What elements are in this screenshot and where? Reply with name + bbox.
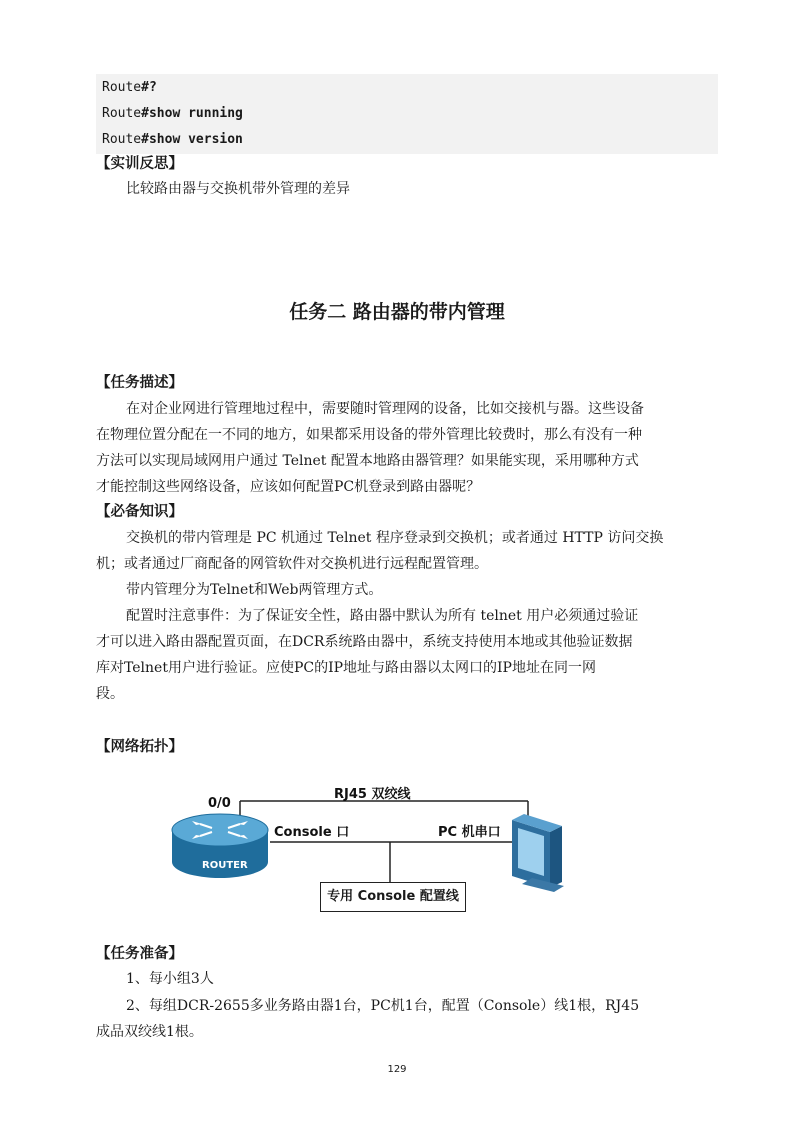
code-block [96,74,718,154]
page-number: 129 [387,1064,407,1075]
knowledge-line: 才可以进入路由器配置页面，在DCR系统路由器中，系统支持使用本地或其他验证数据 [96,634,633,650]
port-label: 0/0 [208,796,231,811]
pc-serial-port-label: PC 机串口 [438,825,501,840]
description-heading: 【任务描述】 [96,375,183,391]
console-cable-label: 专用 Console 配置线 [320,882,466,912]
description-line: 在对企业网进行管理地过程中，需要随时管理网的设备，比如交接机与器。这些设备 [126,401,644,417]
code-prompt: Route [102,106,142,121]
preparation-line: 1、每小组3人 [126,971,214,987]
code-line [102,105,243,123]
pc-icon [512,814,564,892]
code-command: #? [141,80,157,95]
code-command: #show version [141,132,243,147]
code-line [102,79,157,97]
task-title: 任务二 路由器的带内管理 [289,301,505,323]
knowledge-line: 带内管理分为Telnet和Web两管理方式。 [126,582,383,598]
preparation-line: 2、每组DCR-2655多业务路由器1台，PC机1台，配置（Console）线1根，RJ45 [126,998,640,1014]
reflection-text: 比较路由器与交换机带外管理的差异 [126,181,350,197]
description-line: 才能控制这些网络设备，应该如何配置PC机登录到路由器呢？ [96,479,481,495]
description-line: 方法可以实现局域网用户通过 Telnet 配置本地路由器管理？如果能实现，采用哪种方式 [96,453,639,469]
topology-heading: 【网络拓扑】 [96,739,183,755]
code-prompt: Route [102,80,142,95]
preparation-heading: 【任务准备】 [96,946,183,962]
router-label: ROUTER [202,860,248,871]
code-prompt: Route [102,132,142,147]
console-port-label: Console 口 [274,825,350,840]
reflection-heading: 【实训反思】 [96,156,183,172]
knowledge-line: 段。 [96,686,124,702]
router-icon [172,814,268,878]
knowledge-line: 配置时注意事件：为了保证安全性，路由器中默认为所有 telnet 用户必须通过验证 [126,608,639,624]
code-command: #show running [141,106,243,121]
knowledge-line: 机；或者通过厂商配备的网管软件对交换机进行远程配置管理。 [96,556,488,572]
preparation-line: 成品双绞线1根。 [96,1024,203,1040]
knowledge-heading: 【必备知识】 [96,504,183,520]
knowledge-line: 交换机的带内管理是 PC 机通过 Telnet 程序登录到交换机；或者通过 HTTP 访问交换 [126,530,664,546]
code-line [102,131,243,149]
description-line: 在物理位置分配在一不同的地方，如果都采用设备的带外管理比较费时，那么有没有一种 [96,427,642,443]
rj45-cable-label: RJ45 双绞线 [334,787,411,802]
knowledge-line: 库对Telnet用户进行验证。应使PC的IP地址与路由器以太网口的IP地址在同一网 [96,660,596,676]
